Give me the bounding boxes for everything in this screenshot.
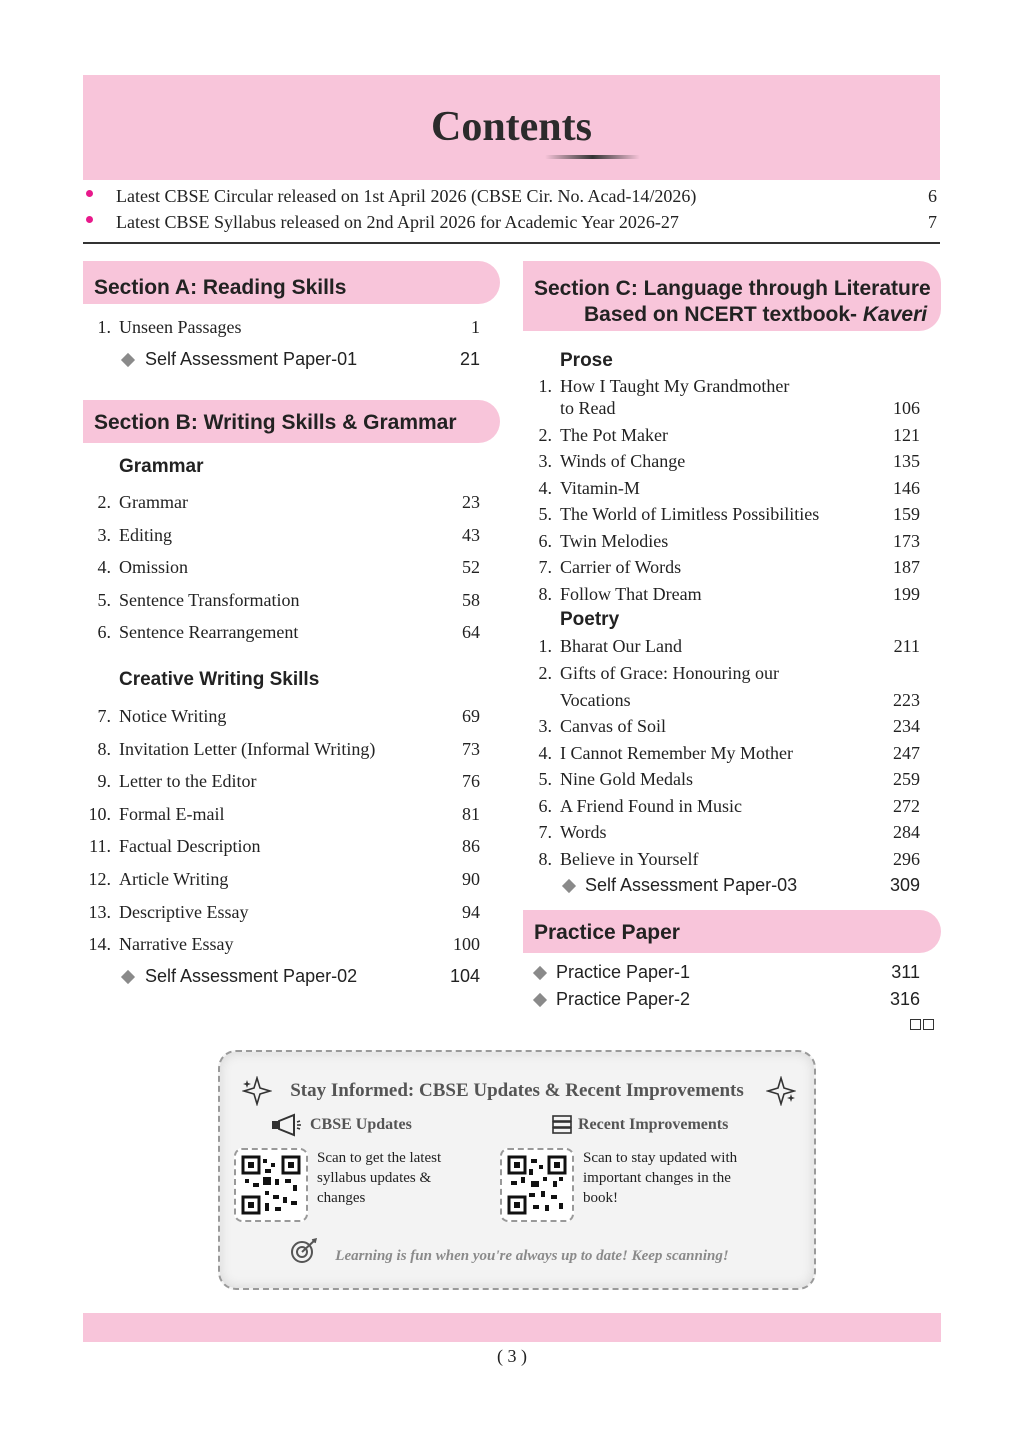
section-c-header [523,261,941,331]
entry-label: A Friend Found in Music [560,795,743,816]
title-underline [545,155,640,159]
entry-label: I Cannot Remember My Mother [560,742,793,763]
toc-entry[interactable] [523,376,923,424]
toc-entry[interactable] [523,849,923,875]
poetry-heading: Poetry [560,609,620,630]
entry-label: Believe in Yourself [560,848,699,869]
entry-page: 296 [893,848,920,869]
circular-row[interactable] [86,186,940,212]
entry-page: 199 [893,583,920,604]
entry-number: 4. [538,477,552,498]
entry-page: 64 [462,622,480,643]
entry-number: 6. [97,622,111,643]
bullet-icon [86,190,93,197]
end-mark-icon [910,1017,936,1029]
diamond-icon [533,966,547,980]
entry-page: 21 [459,349,480,369]
entry-number: 7. [97,706,111,726]
entry-page: 23 [462,492,480,512]
entry-label: Follow That Dream [560,583,702,604]
page-title: Contents [430,104,592,150]
toc-entry[interactable] [523,663,923,711]
diamond-icon [121,970,135,984]
entry-label: Omission [119,557,189,578]
entry-page: 121 [893,424,920,445]
entry-label: Winds of Change [560,451,686,471]
entry-label: The Pot Maker [560,424,668,445]
entry-page: 1 [471,317,480,337]
toc-entry[interactable] [83,902,483,928]
entry-page: 104 [449,966,480,986]
entry-page: 90 [462,869,480,889]
entry-label: Practice Paper-2 [556,989,691,1009]
entry-number: 4. [97,557,111,578]
cbse-updates-heading: CBSE Updates [310,1116,412,1133]
diamond-icon [121,353,135,367]
entry-page: 94 [462,901,480,922]
section-b-header [83,400,500,443]
entry-number: 14. [88,934,111,955]
section-a-header [83,261,500,304]
entry-page: 272 [893,795,920,816]
practice-paper-header [523,910,941,953]
toc-entry[interactable] [523,425,923,451]
section-a-title: Section A: Reading Skills [94,276,347,299]
diamond-icon [562,879,576,893]
practice-paper-title: Practice Paper [534,921,680,944]
entry-page: 211 [893,636,920,656]
toc-entry[interactable] [523,796,923,822]
entry-page: 259 [893,769,920,789]
qr-code-icon[interactable] [234,1148,308,1222]
entry-page: 146 [893,477,920,498]
entry-label: Article Writing [119,869,229,889]
bullet-icon [86,216,93,223]
box-title: Stay Informed: CBSE Updates & Recent Improvements [290,1080,744,1101]
megaphone-icon [270,1113,302,1137]
toc-entry[interactable] [83,804,483,830]
entry-page: 100 [453,934,480,955]
toc-entry[interactable] [523,557,923,583]
toc-entry-practice-1[interactable] [523,962,923,988]
toc-entry-sap-03[interactable] [523,875,923,901]
entry-number: 3. [97,524,111,545]
entry-number: 6. [538,795,552,816]
toc-entry[interactable] [83,771,483,797]
grammar-heading: Grammar [119,456,204,477]
entry-page: 76 [462,771,480,792]
toc-entry[interactable] [83,739,483,765]
entry-label: How I Taught My Grandmother [560,376,790,396]
toc-entry-sap-01[interactable] [83,349,483,375]
entry-label: Self Assessment Paper-02 [145,966,358,986]
toc-entry[interactable] [523,451,923,477]
entry-page: 234 [893,716,920,736]
entry-number: 2. [538,424,552,445]
entry-number: 1. [538,376,552,396]
toc-entry[interactable] [83,706,483,732]
toc-entry[interactable] [523,478,923,504]
syllabus-page: 7 [928,212,937,232]
prose-heading: Prose [560,350,613,371]
recent-improvements-text: Scan to stay updated with important changes in the book! [583,1150,738,1206]
entry-label: Narrative Essay [119,934,234,955]
recent-improvements-heading: Recent Improvements [578,1116,729,1133]
entry-label: Factual Description [119,836,261,857]
entry-label: Sentence Rearrangement [119,622,299,643]
entry-label: Sentence Transformation [119,589,300,610]
entry-label: Grammar [119,492,188,512]
cbse-updates-text: Scan to get the latest syllabus updates & changes [317,1150,442,1206]
entry-number: 8. [538,848,552,869]
entry-label: Self Assessment Paper-01 [145,349,358,369]
entry-number: 8. [97,738,111,759]
toc-entry[interactable] [83,590,483,616]
entry-number: 5. [538,769,552,789]
entry-page: 223 [893,689,920,710]
entry-label: Canvas of Soil [560,716,666,736]
entry-label: Notice Writing [119,706,227,726]
section-c-title-line2: Based on NCERT textbook- Kaveri [584,303,928,326]
entry-number: 3. [538,451,552,471]
toc-entry[interactable] [83,836,483,862]
entry-label: Twin Melodies [560,530,669,551]
entry-label: Editing [119,524,172,545]
toc-entry-sap-02[interactable] [83,966,483,992]
entry-page: 86 [462,836,480,857]
entry-page: 309 [889,875,920,895]
syllabus-label: Latest CBSE Syllabus released on 2nd April 2026 for Academic Year 2026-27 [116,212,679,232]
toc-entry[interactable] [523,504,923,530]
toc-entry[interactable] [523,716,923,742]
entry-page: 43 [462,524,480,545]
box-footer: Learning is fun when you're always up to date! Keep scanning! [335,1248,729,1264]
qr-code-icon[interactable] [500,1148,574,1222]
entry-page: 173 [893,530,920,551]
circular-label: Latest CBSE Circular released on 1st April 2026 (CBSE Cir. No. Acad-14/2026) [116,186,697,206]
entry-number: 8. [538,583,552,604]
entry-label: Invitation Letter (Informal Writing) [119,738,376,759]
entry-page: 311 [891,962,920,982]
entry-page: 135 [893,451,920,471]
entry-number: 1. [538,636,552,656]
entry-page: 187 [893,557,920,577]
entry-page: 52 [462,557,480,578]
entry-page: 69 [462,706,480,726]
entry-label: Nine Gold Medals [560,769,693,789]
creative-writing-heading: Creative Writing Skills [119,669,320,690]
book-stack-icon [551,1114,575,1136]
entry-number: 7. [538,822,552,842]
entry-label: Self Assessment Paper-03 [585,875,798,895]
entry-label: Letter to the Editor [119,771,257,792]
toc-entry[interactable] [523,743,923,769]
entry-label: Vitamin-M [560,477,640,498]
toc-entry[interactable] [83,869,483,895]
entry-label: Gifts of Grace: Honouring our [560,662,779,683]
diamond-icon [533,993,547,1007]
entry-label: The World of Limitless Possibilities [560,504,820,524]
toc-entry[interactable] [83,622,483,648]
toc-entry[interactable] [523,769,923,795]
footer-band [83,1313,941,1342]
entry-label: Practice Paper-1 [556,962,691,982]
entry-page: 316 [889,989,920,1009]
entry-number: 1. [97,317,111,337]
toc-entry[interactable] [83,525,483,551]
divider [83,242,940,244]
entry-number: 10. [88,803,111,824]
toc-entry[interactable] [523,822,923,848]
entry-label: Formal E-mail [119,803,225,824]
toc-entry-unseen-passages[interactable] [83,317,483,343]
entry-number: 5. [97,589,111,610]
entry-page: 284 [893,822,920,842]
toc-entry[interactable] [83,934,483,960]
entry-number: 2. [97,492,111,512]
sparkle-icon [766,1076,796,1106]
toc-entry[interactable] [83,492,483,518]
entry-number: 11. [89,836,111,857]
entry-number: 7. [538,557,552,577]
entry-page: 73 [462,738,480,759]
entry-number: 6. [538,530,552,551]
toc-entry[interactable] [523,636,923,662]
entry-label: Descriptive Essay [119,901,249,922]
toc-entry-practice-2[interactable] [523,989,923,1015]
syllabus-row[interactable] [86,212,940,238]
entry-page: 159 [893,504,920,524]
entry-label: Bharat Our Land [560,636,682,656]
entry-number: 5. [538,504,552,524]
entry-label: Carrier of Words [560,557,682,577]
entry-number: 9. [97,771,111,792]
entry-number: 3. [538,716,552,736]
entry-page: 81 [462,803,480,824]
entry-number: 12. [88,869,111,889]
entry-label: Words [560,822,607,842]
toc-entry[interactable] [523,584,923,610]
book-title: Kaveri [862,303,928,326]
section-b-title: Section B: Writing Skills & Grammar [94,411,457,434]
circular-page: 6 [928,186,937,206]
contents-header [83,75,940,180]
section-c-title-line1: Section C: Language through Literature [534,277,931,300]
toc-entry[interactable] [523,531,923,557]
entry-label: Unseen Passages [119,317,242,337]
entry-number: 2. [538,662,552,683]
entry-page: 106 [893,398,920,418]
entry-page: 58 [462,589,480,610]
entry-page: 247 [893,742,920,763]
toc-entry[interactable] [83,557,483,583]
stay-informed-box [218,1050,816,1290]
page-number: ( 3 ) [497,1346,527,1366]
entry-label-continued: to Read [560,398,616,418]
entry-number: 13. [88,901,111,922]
entry-number: 4. [538,742,552,763]
entry-label-continued: Vocations [560,689,631,710]
